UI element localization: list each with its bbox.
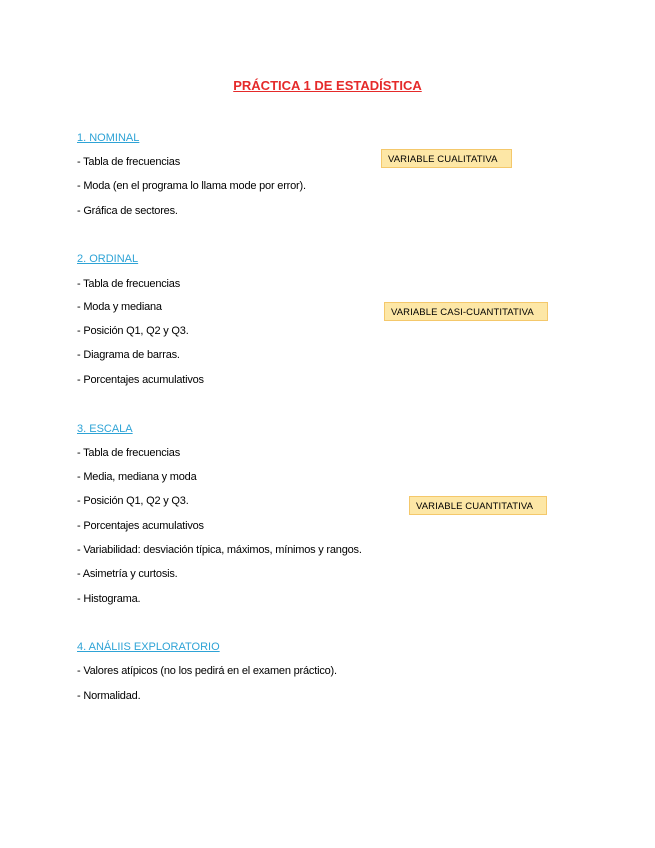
variable-type-badge: VARIABLE CUALITATIVA	[381, 149, 512, 168]
page-title: PRÁCTICA 1 DE ESTADÍSTICA	[233, 78, 422, 93]
list-item: - Moda y mediana	[77, 301, 162, 313]
list-item: - Valores atípicos (no los pedirá en el examen práctico).	[77, 665, 337, 677]
list-item: - Tabla de frecuencias	[77, 447, 181, 459]
list-item: - Moda (en el programa lo llama mode por error).	[77, 180, 306, 192]
list-item: - Media, mediana y moda	[77, 471, 197, 483]
list-item: - Tabla de frecuencias	[77, 278, 181, 290]
section-heading-ordinal: 2. ORDINAL	[77, 253, 139, 265]
list-item: - Tabla de frecuencias	[77, 156, 181, 168]
section-heading-nominal: 1. NOMINAL	[77, 132, 140, 144]
list-item: - Variabilidad: desviación típica, máximos, mínimos y rangos.	[77, 544, 362, 556]
list-item: - Asimetría y curtosis.	[77, 568, 178, 580]
list-item: - Histograma.	[77, 593, 141, 605]
list-item: - Porcentajes acumulativos	[77, 374, 204, 386]
list-item: - Posición Q1, Q2 y Q3.	[77, 325, 189, 337]
section-heading-analisis-exploratorio: 4. ANÁLIIS EXPLORATORIO	[77, 641, 220, 653]
list-item: - Porcentajes acumulativos	[77, 520, 204, 532]
list-item: - Normalidad.	[77, 690, 141, 702]
variable-type-badge: VARIABLE CASI-CUANTITATIVA	[384, 302, 548, 321]
list-item: - Posición Q1, Q2 y Q3.	[77, 495, 189, 507]
variable-type-badge: VARIABLE CUANTITATIVA	[409, 496, 547, 515]
list-item: - Diagrama de barras.	[77, 349, 180, 361]
section-heading-escala: 3. ESCALA	[77, 423, 133, 435]
list-item: - Gráfica de sectores.	[77, 205, 178, 217]
